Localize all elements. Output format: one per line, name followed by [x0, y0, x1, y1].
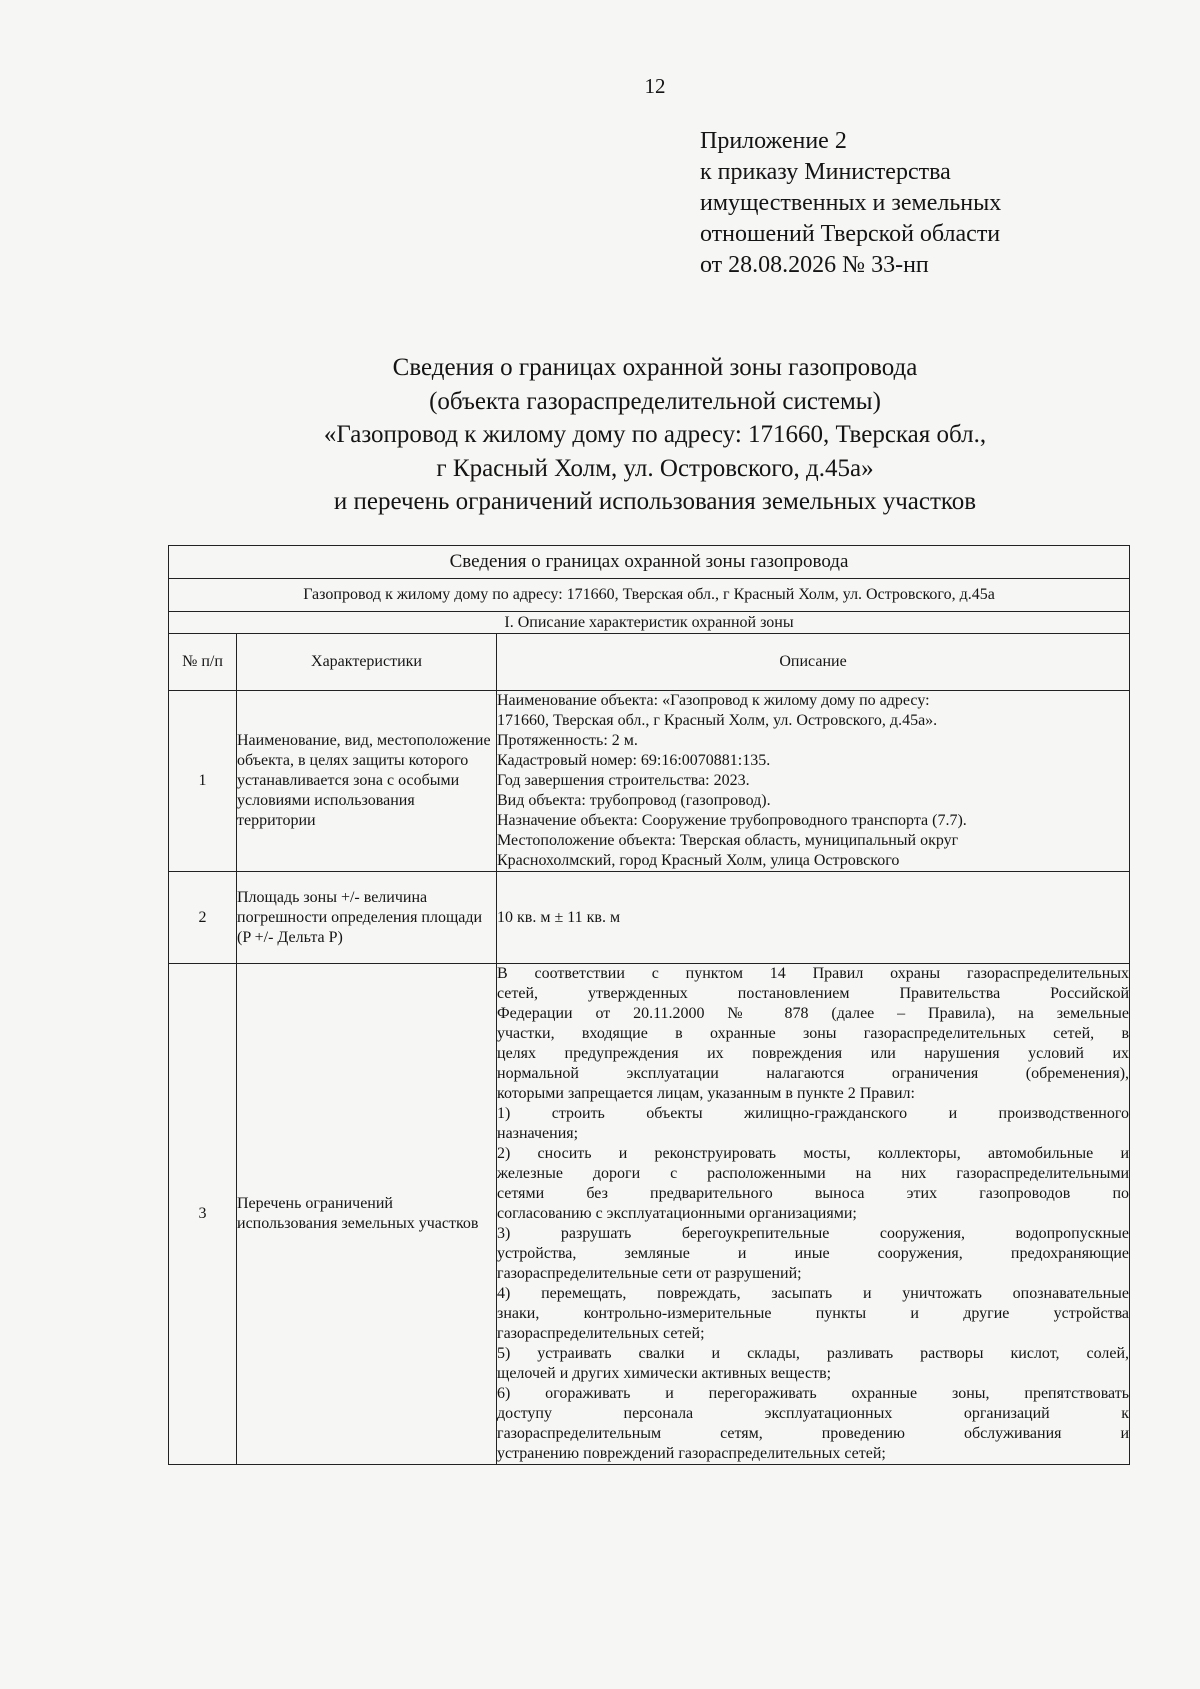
table-row	[169, 964, 1130, 1465]
description-line: Год завершения строительства: 2023.	[497, 772, 750, 789]
appendix-line: к приказу Министерства	[700, 159, 951, 185]
table-header-object: Газопровод к жилому дому по адресу: 171660, Тверская обл., г Красный Холм, ул. Островского, д.45а	[169, 579, 1130, 612]
column-header-number: № п/п	[169, 634, 237, 691]
description-line: устранению повреждений газораспределительных сетей;	[497, 1445, 886, 1462]
title-line: «Газопровод к жилому дому по адресу: 171660, Тверская обл.,	[323, 421, 987, 448]
description-line: согласованию с эксплуатационными организациями;	[497, 1205, 857, 1222]
row-characteristic: Площадь зоны +/- величина погрешности определения площади (P +/- Дельта P)	[237, 872, 497, 964]
row-description	[497, 964, 1130, 1465]
title-line: и перечень ограничений использования земельных участков	[333, 488, 977, 515]
column-header-characteristics: Характеристики	[237, 634, 497, 691]
description-line: газораспределительных сетей;	[497, 1325, 705, 1342]
description-line: 4) перемещать, повреждать, засыпать и уничтожать опознавательные	[497, 1285, 1130, 1302]
row-number: 2	[169, 872, 237, 964]
description-line: сетей, утвержденных постановлением Правительства Российской	[497, 985, 1130, 1002]
table-row	[169, 872, 1130, 964]
title-line: Сведения о границах охранной зоны газопровода	[392, 354, 918, 381]
description-line: газораспределительным сетям, проведению обслуживания и	[497, 1425, 1130, 1442]
description-line: устройства, земляные и иные сооружения, предохраняющие	[497, 1245, 1130, 1262]
table-row	[169, 691, 1130, 872]
description-line: участки, входящие в охранные зоны газораспределительных сетей, в	[497, 1025, 1130, 1042]
description-line: В соответствии с пунктом 14 Правил охраны газораспределительных	[497, 965, 1130, 982]
description-line: газораспределительные сети от разрушений;	[497, 1265, 802, 1282]
appendix-line: от 28.08.2026 № 33-нп	[700, 252, 929, 278]
column-header-row	[169, 634, 1130, 691]
description-line: 2) сносить и реконструировать мосты, коллекторы, автомобильные и	[497, 1145, 1130, 1162]
description-line: знаки, контрольно-измерительные пункты и другие устройства	[497, 1305, 1130, 1322]
appendix-block	[700, 126, 1001, 281]
page-number: 12	[644, 74, 666, 98]
column-header-description: Описание	[497, 634, 1130, 691]
row-number: 3	[169, 964, 237, 1465]
description-line: Федерации от 20.11.2000 № 878 (далее – Правила), на земельные	[497, 1005, 1130, 1022]
description-line: Краснохолмский, город Красный Холм, улица Островского	[497, 852, 900, 869]
row-description: 10 кв. м ± 11 кв. м	[497, 872, 1130, 964]
description-line: 3) разрушать берегоукрепительные сооружения, водопропускные	[497, 1225, 1130, 1242]
description-line: Назначение объекта: Сооружение трубопроводного транспорта (7.7).	[497, 812, 967, 829]
description-line: назначения;	[497, 1125, 579, 1142]
description-line: целях предупреждения их повреждения или нарушения условий их	[497, 1045, 1130, 1062]
table-header-main: Сведения о границах охранной зоны газопровода	[169, 546, 1130, 579]
description-line: 1) строить объекты жилищно-гражданского и производственного	[497, 1105, 1130, 1122]
description-line: 6) огораживать и перегораживать охранные зоны, препятствовать	[497, 1385, 1130, 1402]
description-line: железные дороги с расположенными на них газораспределительными	[497, 1165, 1130, 1182]
description-line: щелочей и других химически активных веществ;	[497, 1365, 832, 1382]
title-line: (объекта газораспределительной системы)	[429, 387, 881, 415]
description-line: Наименование объекта: «Газопровод к жилому дому по адресу:	[497, 692, 930, 709]
table-header-row	[169, 612, 1130, 634]
description-line: Протяженность: 2 м.	[497, 732, 638, 749]
document-title	[170, 351, 1140, 519]
appendix-line: имущественных и земельных	[700, 190, 1002, 216]
row-characteristic: Перечень ограничений использования земельных участков	[237, 964, 497, 1465]
row-characteristic: Наименование, вид, местоположение объекта, в целях защиты которого устанавливается зона с особыми условиями использования территории	[237, 691, 497, 872]
description-line: Кадастровый номер: 69:16:0070881:135.	[497, 752, 771, 769]
description-line: которыми запрещается лицам, указанным в пункте 2 Правил:	[497, 1085, 915, 1102]
table-section-title: I. Описание характеристик охранной зоны	[169, 612, 1130, 634]
description-line: доступу персонала эксплуатационных организаций к	[497, 1405, 1130, 1422]
appendix-line: отношений Тверской области	[700, 221, 1001, 247]
row-description	[497, 691, 1130, 872]
description-line: сетями без предварительного выноса этих газопроводов по	[497, 1185, 1130, 1202]
description-line: 5) устраивать свалки и склады, разливать растворы кислот, солей,	[497, 1345, 1130, 1362]
description-line: Вид объекта: трубопровод (газопровод).	[497, 792, 771, 809]
description-line: Местоположение объекта: Тверская область, муниципальный округ	[497, 832, 959, 849]
table-header-row	[169, 546, 1130, 579]
protection-zone-table	[168, 545, 1130, 1465]
row-number: 1	[169, 691, 237, 872]
table-header-row	[169, 579, 1130, 612]
title-line: г Красный Холм, ул. Островского, д.45а»	[436, 454, 874, 482]
description-line: нормальной эксплуатации налагаются ограничения (обременения),	[497, 1065, 1130, 1082]
description-line: 171660, Тверская обл., г Красный Холм, ул. Островского, д.45а».	[497, 712, 938, 729]
appendix-line: Приложение 2	[700, 128, 847, 154]
